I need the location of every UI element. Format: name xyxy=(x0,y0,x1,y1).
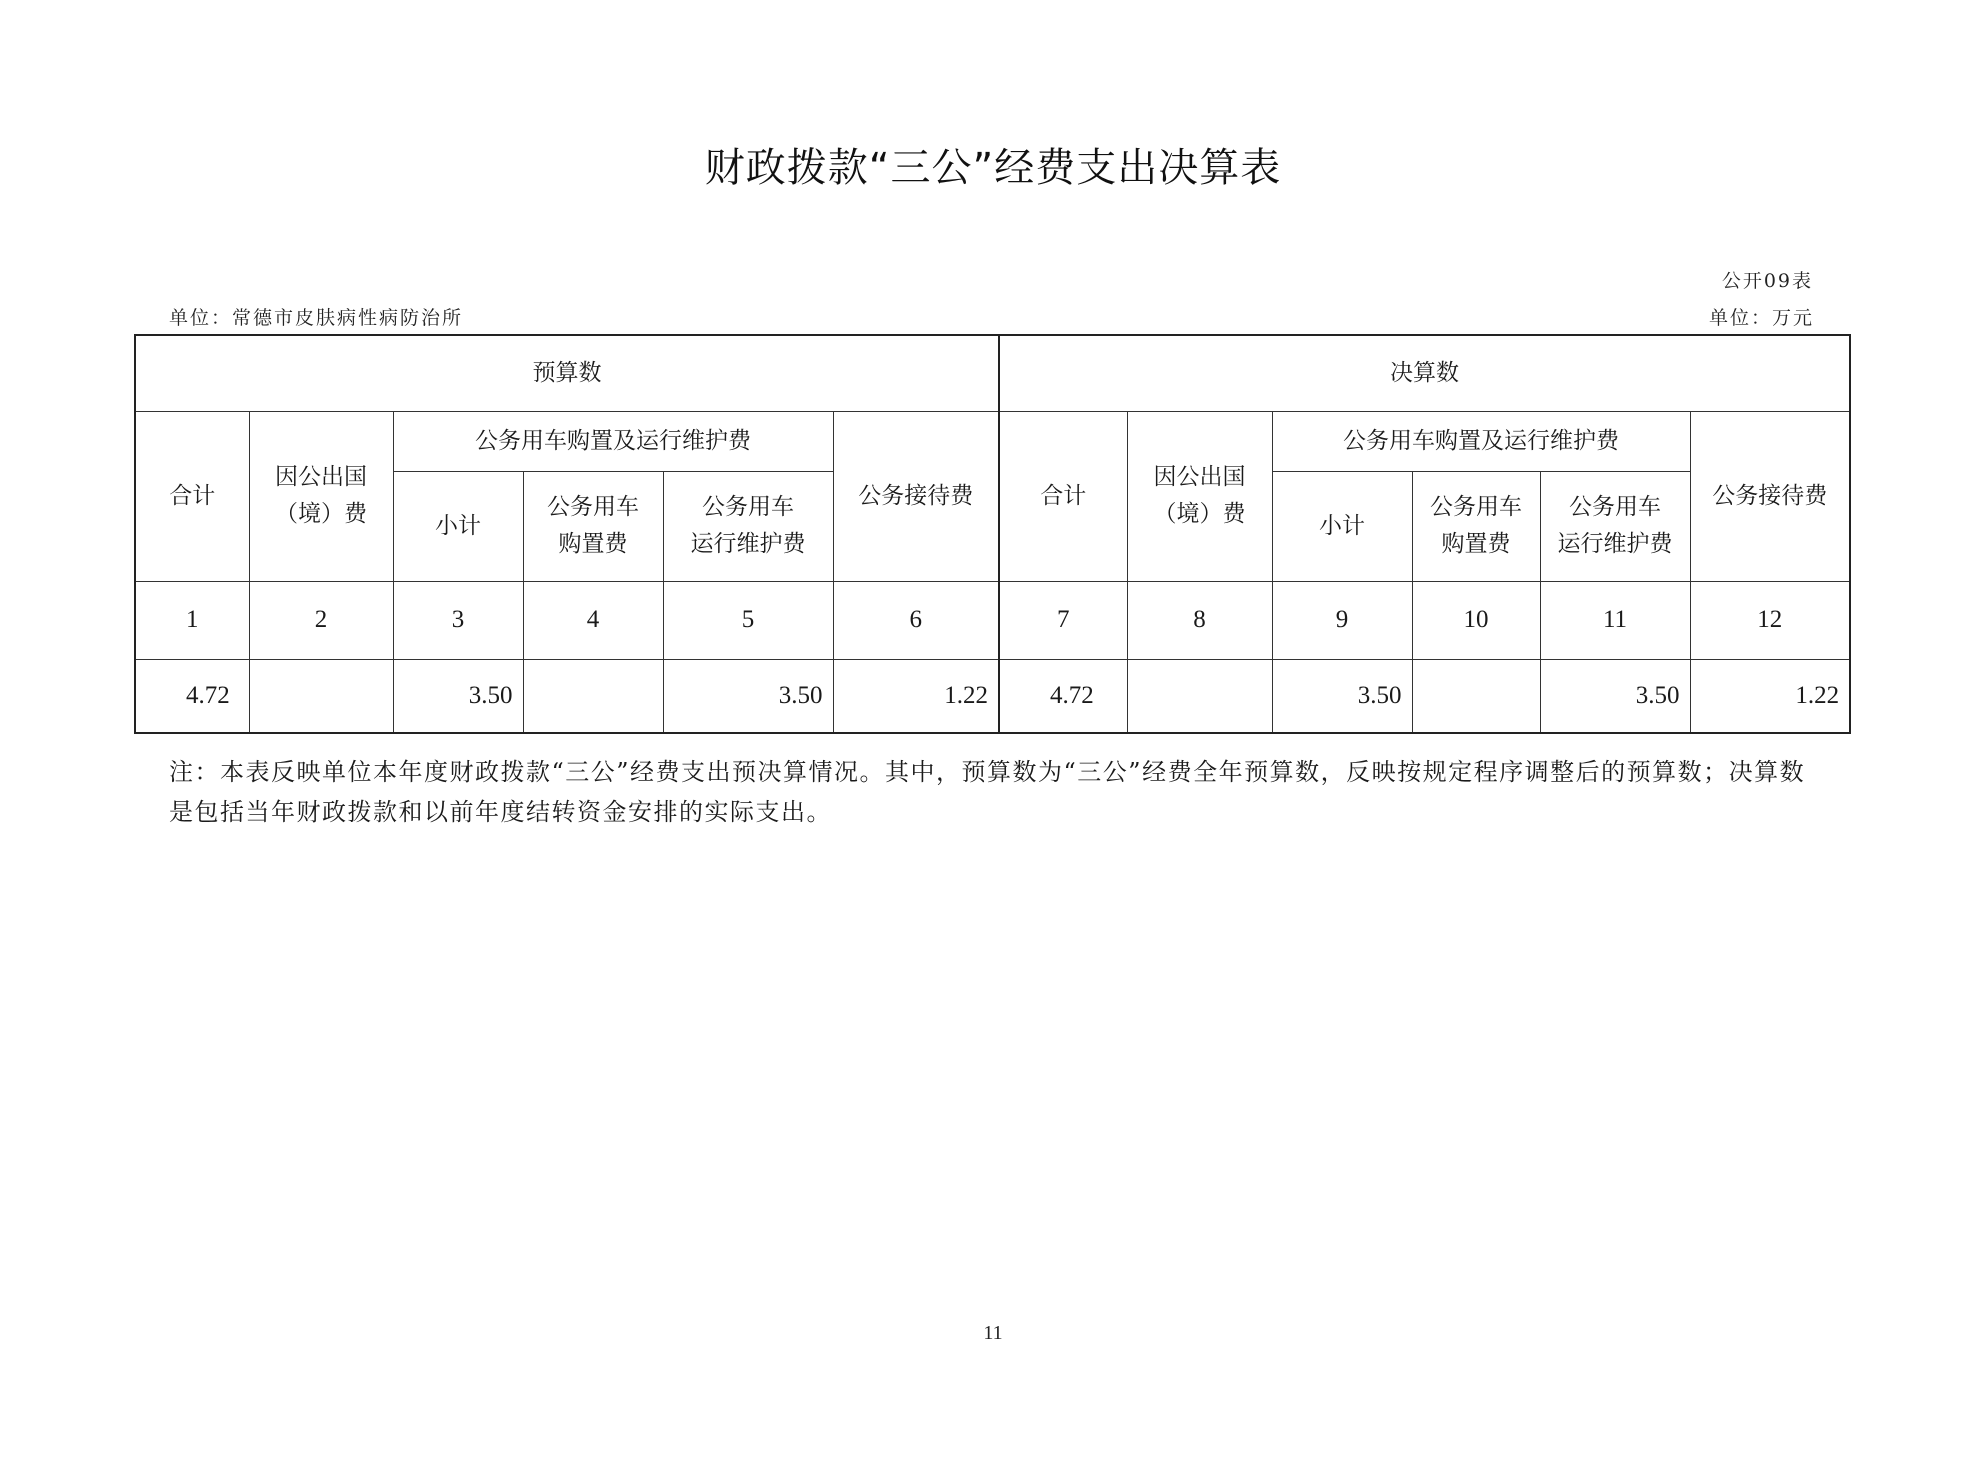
travel-header-line1: 因公出国 xyxy=(275,464,367,491)
budget-reception-value: 1.22 xyxy=(833,659,999,733)
data-row xyxy=(135,659,1850,733)
operation-header-line1: 公务用车 xyxy=(702,494,794,521)
operation-header-line2: 运行维护费 xyxy=(1557,531,1673,557)
budget-reception-header: 公务接待费 xyxy=(833,411,999,581)
final-operation-value: 3.50 xyxy=(1540,659,1690,733)
purchase-header-line2: 购置费 xyxy=(1441,531,1511,557)
final-purchase-value xyxy=(1412,659,1540,733)
final-vehicle-group-header: 公务用车购置及运行维护费 xyxy=(1272,411,1690,471)
budget-subtotal-header: 小计 xyxy=(393,471,523,581)
final-travel-header xyxy=(1127,411,1272,581)
column-number: 8 xyxy=(1127,581,1272,659)
budget-total-header: 合计 xyxy=(135,411,249,581)
column-number: 7 xyxy=(999,581,1127,659)
reporting-unit: 单位：常德市皮肤病性病防治所 xyxy=(169,307,464,329)
budget-purchase-value xyxy=(523,659,663,733)
currency-unit: 单位：万元 xyxy=(1708,307,1814,329)
final-operation-header xyxy=(1540,471,1690,581)
budget-group-header: 预算数 xyxy=(135,335,999,411)
column-number: 9 xyxy=(1272,581,1412,659)
column-number: 4 xyxy=(523,581,663,659)
column-number: 12 xyxy=(1690,581,1850,659)
final-subtotal-value: 3.50 xyxy=(1272,659,1412,733)
document-title: 财政拨款“三公”经费支出决算表 xyxy=(704,145,1282,191)
group-header-row xyxy=(135,335,1850,411)
final-reception-value: 1.22 xyxy=(1690,659,1850,733)
column-number: 2 xyxy=(249,581,393,659)
budget-subtotal-value: 3.50 xyxy=(393,659,523,733)
budget-travel-header xyxy=(249,411,393,581)
final-total-header: 合计 xyxy=(999,411,1127,581)
travel-header-line2: （境）费 xyxy=(1153,501,1246,527)
column-number: 3 xyxy=(393,581,523,659)
budget-operation-value: 3.50 xyxy=(663,659,833,733)
purchase-header-line1: 公务用车 xyxy=(547,494,639,521)
final-group-header: 决算数 xyxy=(999,335,1850,411)
final-reception-header: 公务接待费 xyxy=(1690,411,1850,581)
column-number: 6 xyxy=(833,581,999,659)
final-travel-value xyxy=(1127,659,1272,733)
budget-purchase-header xyxy=(523,471,663,581)
purchase-header-line2: 购置费 xyxy=(558,531,628,557)
budget-total-value: 4.72 xyxy=(135,659,249,733)
column-header-row-1 xyxy=(135,411,1850,471)
operation-header-line2: 运行维护费 xyxy=(690,531,806,557)
operation-header-line1: 公务用车 xyxy=(1569,494,1662,521)
column-number: 5 xyxy=(663,581,833,659)
budget-vehicle-group-header: 公务用车购置及运行维护费 xyxy=(393,411,833,471)
table-note: 注：本表反映单位本年度财政拨款“三公”经费支出预决算情况。其中，预算数为“三公”经费全年预算数，反映按规定程序调整后的预算数；决算数是包括当年财政拨款和以前年度结转资金安排的实际支出。 xyxy=(169,758,1806,826)
page-number: 11 xyxy=(983,1322,1003,1344)
three-public-expenses-table xyxy=(134,334,1851,734)
final-purchase-header xyxy=(1412,471,1540,581)
column-number: 10 xyxy=(1412,581,1540,659)
travel-header-line2: （境）费 xyxy=(275,501,367,527)
travel-header-line1: 因公出国 xyxy=(1153,464,1246,491)
final-subtotal-header: 小计 xyxy=(1272,471,1412,581)
purchase-header-line1: 公务用车 xyxy=(1430,494,1523,521)
column-number: 11 xyxy=(1540,581,1690,659)
column-number-row xyxy=(135,581,1850,659)
budget-operation-header xyxy=(663,471,833,581)
column-number: 1 xyxy=(135,581,249,659)
budget-travel-value xyxy=(249,659,393,733)
final-total-value: 4.72 xyxy=(999,659,1127,733)
form-code: 公开09表 xyxy=(1721,270,1813,292)
